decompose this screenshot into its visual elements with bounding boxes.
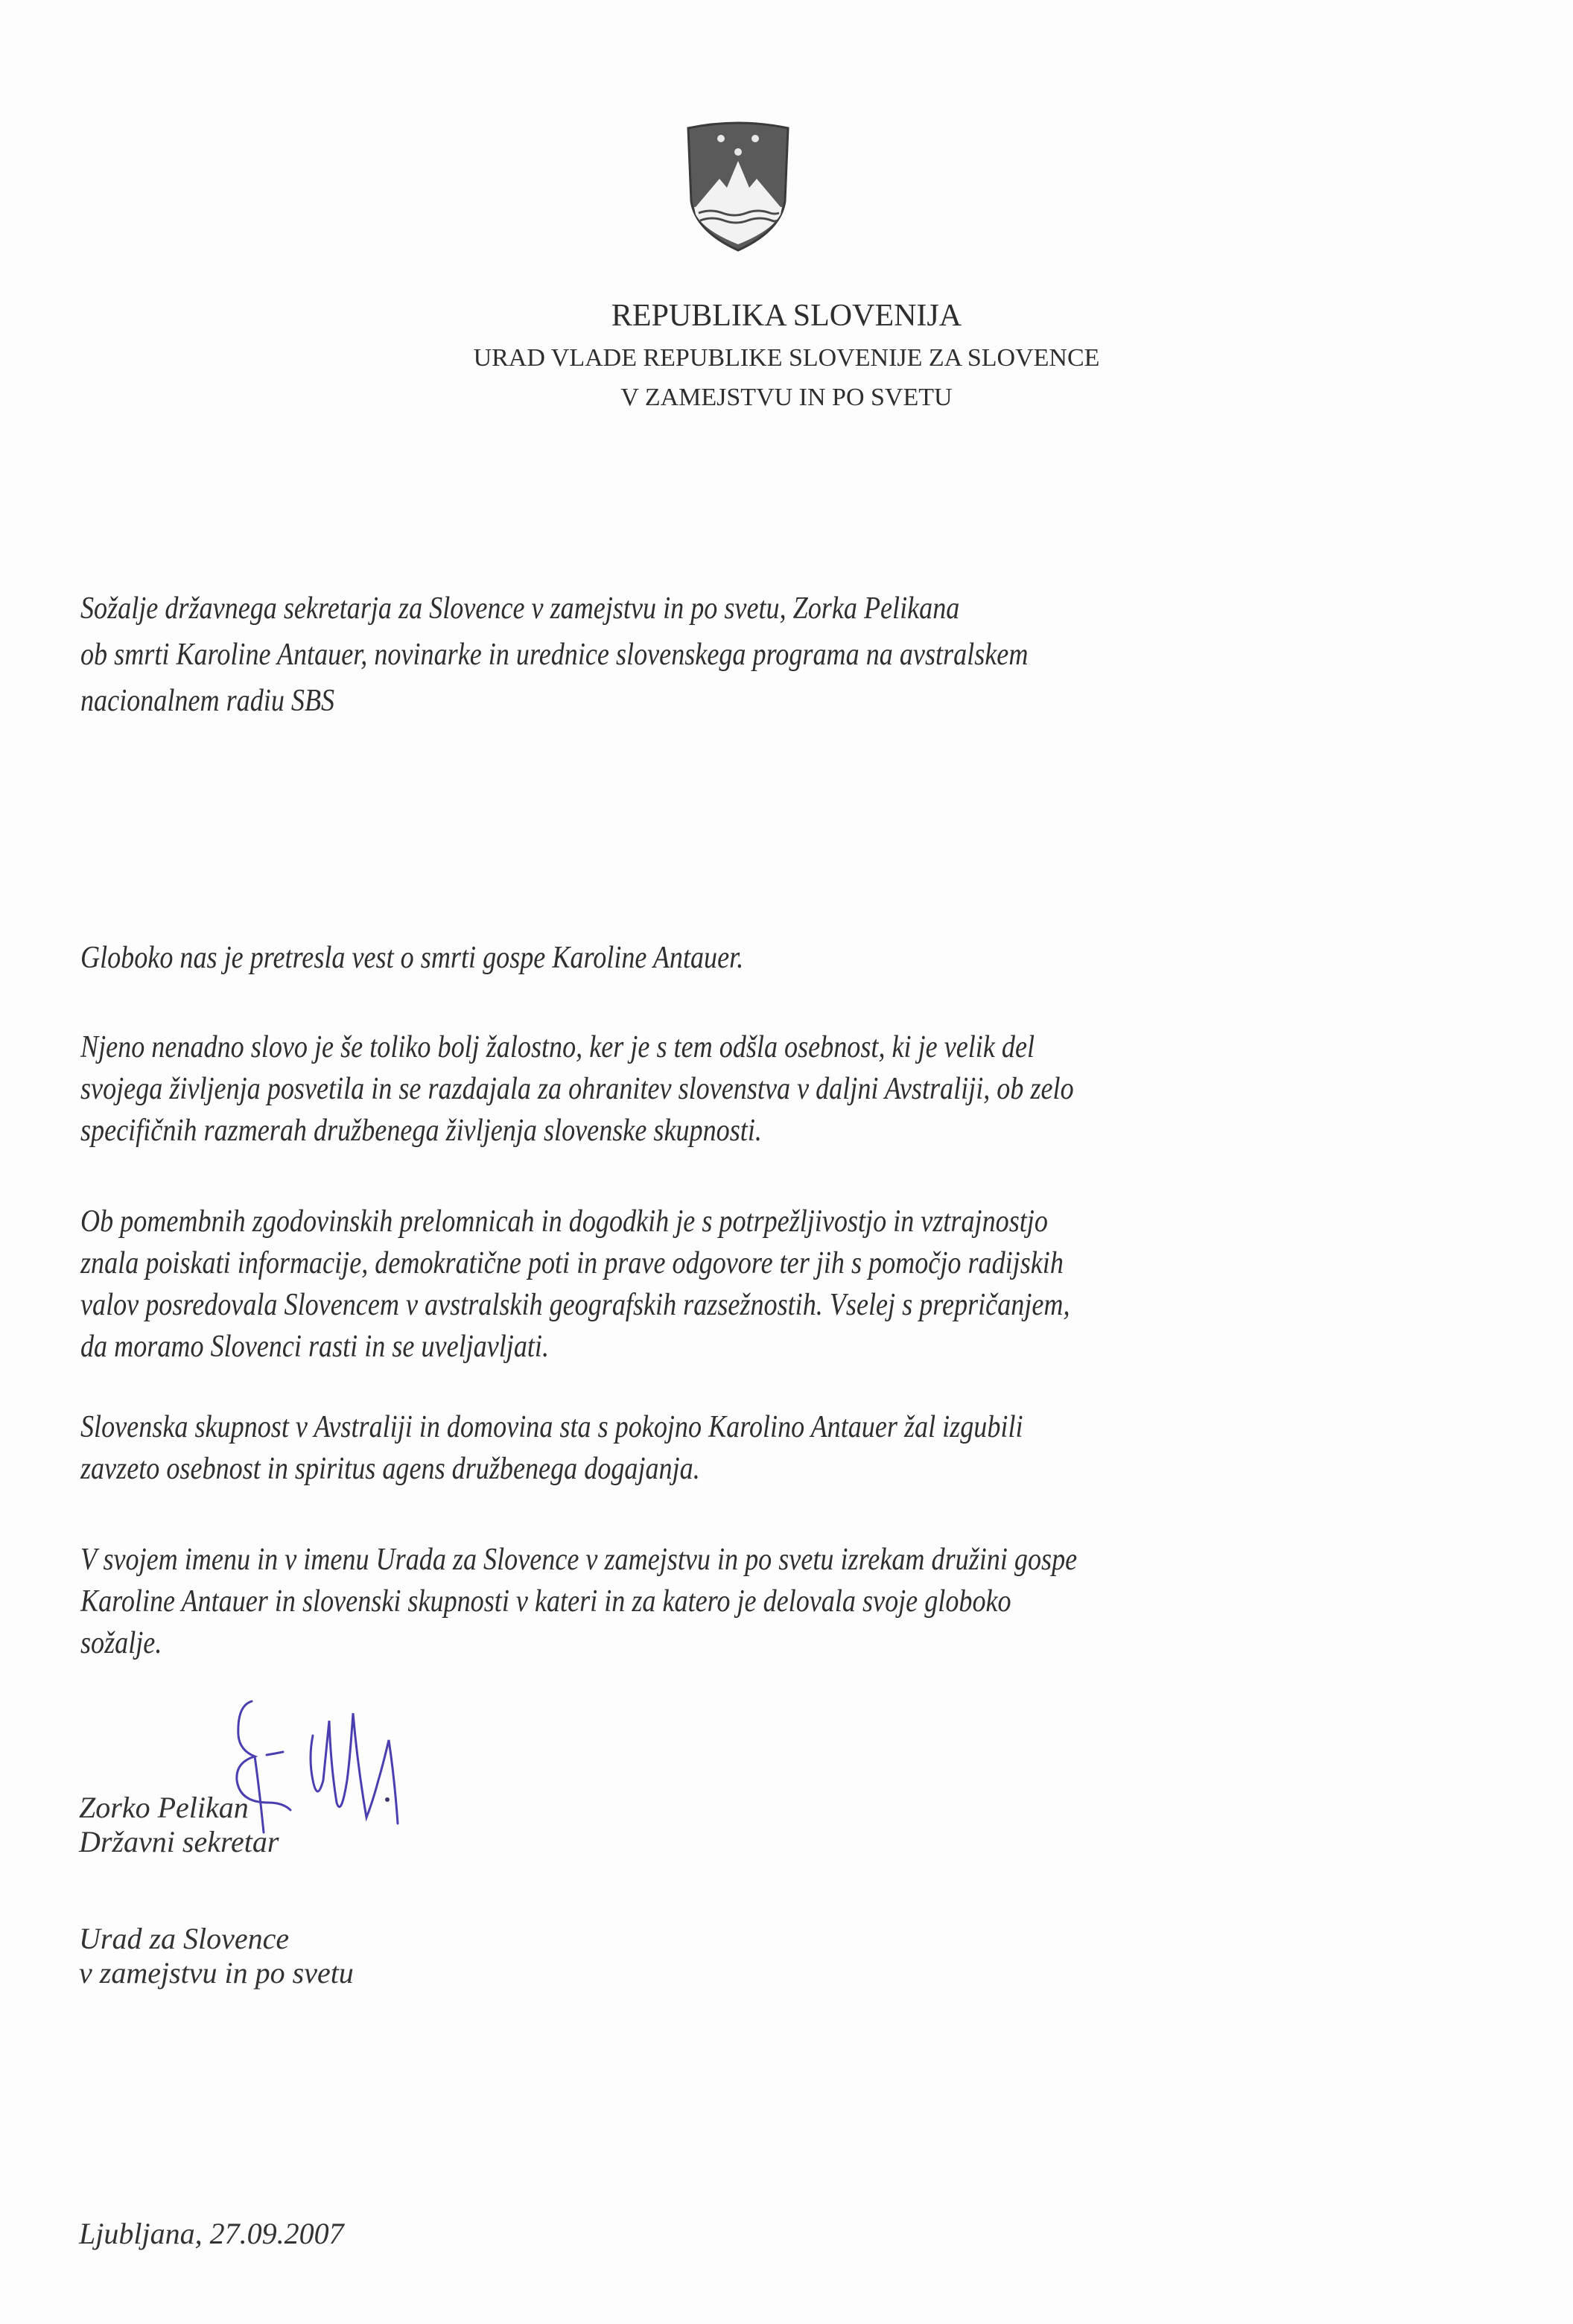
body-line: svojega življenja posvetila in se razdajala za ohranitev slovenstva v daljni Avstraliji, ob zelo bbox=[80, 1072, 1074, 1106]
subject-line: nacionalnem radiu SBS bbox=[80, 684, 335, 718]
body-line: valov posredovala Slovencem v avstralskih geografskih razsežnostih. Vselej s prepričanjem, bbox=[80, 1288, 1070, 1322]
body-line: specifičnih razmerah družbenega življenja slovenske skupnosti. bbox=[80, 1114, 762, 1148]
crest-star-3 bbox=[734, 148, 742, 156]
body-line: Slovenska skupnost v Avstraliji in domovina sta s pokojno Karolino Antauer žal izgubili bbox=[80, 1410, 1023, 1444]
signatory-block bbox=[79, 1791, 279, 1859]
crest-star-2 bbox=[751, 135, 759, 142]
body-line: da moramo Slovenci rasti in se uveljavljati. bbox=[80, 1330, 549, 1364]
header-office: URAD VLADE REPUBLIKE SLOVENIJE ZA SLOVENCE bbox=[473, 344, 1100, 372]
coat-of-arms-emblem bbox=[682, 119, 794, 253]
crest-star-1 bbox=[717, 135, 725, 142]
signature-stroke bbox=[311, 1713, 398, 1823]
body-line: znala poiskati informacije, demokratične poti in prave odgovore ter jih s pomočjo radijskih bbox=[80, 1246, 1064, 1280]
body-paragraph-3 bbox=[80, 1201, 1297, 1368]
subject-line: ob smrti Karoline Antauer, novinarke in urednice slovenskega programa na avstralskem bbox=[80, 638, 1029, 672]
signatory-name: Zorko Pelikan bbox=[79, 1791, 249, 1824]
signatory-office bbox=[79, 1922, 354, 1990]
office-line-2: v zamejstvu in po svetu bbox=[79, 1956, 354, 1990]
body-line: zavzeto osebnost in spiritus agens družbenega dogajanja. bbox=[80, 1452, 700, 1486]
body-line: Ob pomembnih zgodovinskih prelomnicah in dogodkih je s potrpežljivostjo in vztrajnostjo bbox=[80, 1204, 1048, 1239]
body-paragraph-1 bbox=[80, 937, 1297, 979]
signature-dot bbox=[385, 1797, 390, 1802]
place-and-date: Ljubljana, 27.09.2007 bbox=[79, 2217, 344, 2250]
body-paragraph-5 bbox=[80, 1539, 1297, 1664]
body-line: Globoko nas je pretresla vest o smrti gospe Karoline Antauer. bbox=[80, 941, 744, 975]
body-paragraph-4 bbox=[80, 1406, 1297, 1490]
body-line: sožalje. bbox=[80, 1626, 162, 1660]
subject-paragraph bbox=[80, 585, 1297, 724]
office-line-1: Urad za Slovence bbox=[79, 1922, 290, 1955]
header-office-cont: V ZAMEJSTVU IN PO SVETU bbox=[620, 384, 953, 411]
body-paragraph-2 bbox=[80, 1026, 1297, 1152]
body-line: Karoline Antauer in slovenski skupnosti v kateri in za katero je delovala svoje globoko bbox=[80, 1584, 1011, 1619]
body-line: V svojem imenu in v imenu Urada za Slovence v zamejstvu in po svetu izrekam družini gospe bbox=[80, 1543, 1078, 1577]
signatory-title: Državni sekretar bbox=[79, 1825, 279, 1858]
header-republic: REPUBLIKA SLOVENIJA bbox=[611, 299, 962, 333]
subject-line: Sožalje državnega sekretarja za Slovence v zamejstvu in po svetu, Zorka Pelikana bbox=[80, 591, 960, 626]
body-line: Njeno nenadno slovo je še toliko bolj žalostno, ker je s tem odšla osebnost, ki je velik del bbox=[80, 1030, 1035, 1064]
